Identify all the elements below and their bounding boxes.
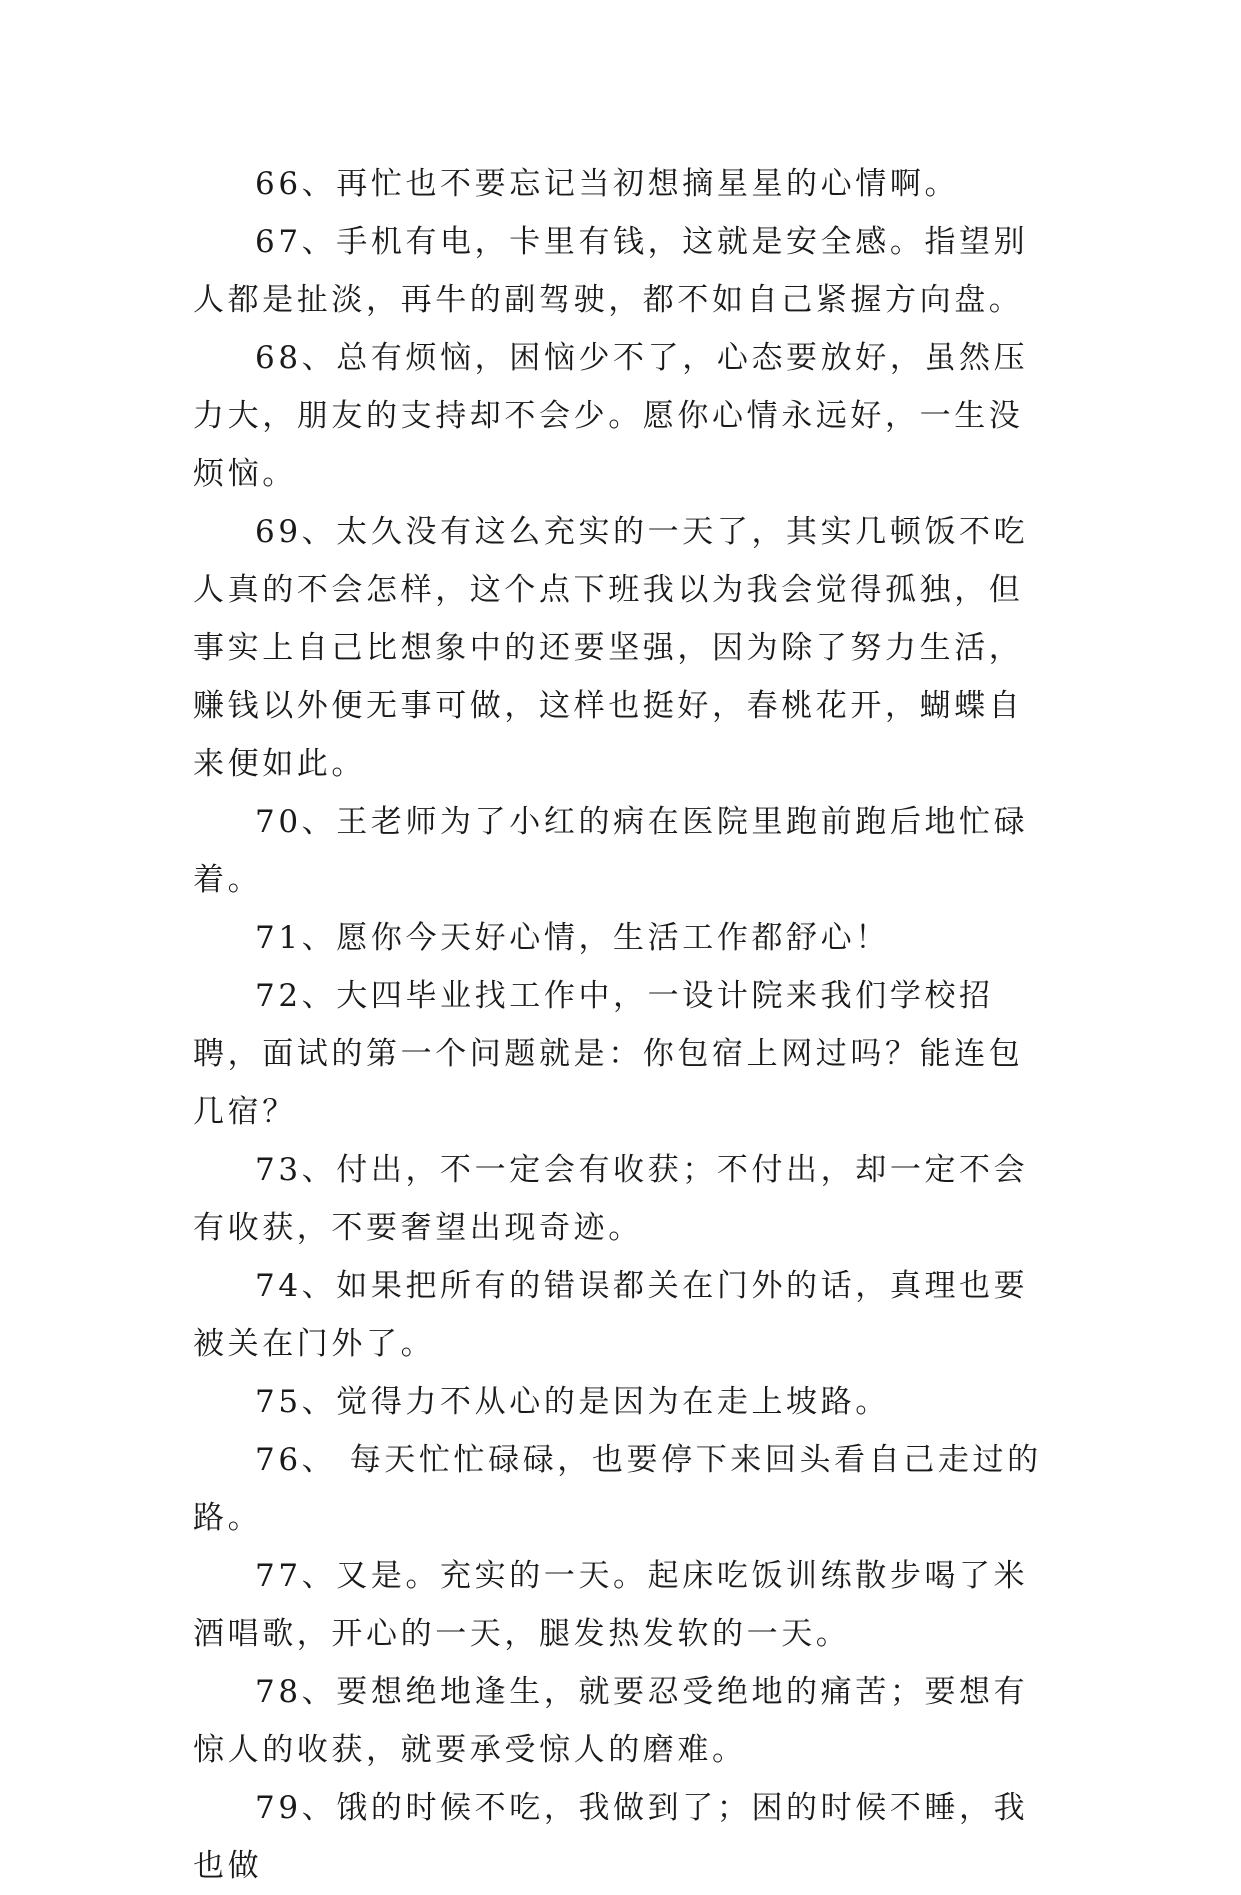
paragraph-76: 76、 每天忙忙碌碌，也要停下来回头看自己走过的路。 [193,1442,1042,1536]
paragraph-66: 66、再忙也不要忘记当初想摘星星的心情啊。 [255,166,960,202]
paragraph-75: 75、觉得力不从心的是因为在走上坡路。 [255,1384,890,1420]
paragraph-69: 69、太久没有这么充实的一天了，其实几顿饭不吃人真的不会怎样，这个点下班我以为我会觉得孤独，但事实上自己比想象中的还要坚强，因为除了努力生活，赚钱以外便无事可做，这样也挺好，春桃花开，蝴蝶自来便如此。 [193,514,1029,782]
paragraph-79: 79、饿的时候不吃，我做到了；困的时候不睡，我也做 [193,1790,1029,1884]
paragraph-68: 68、总有烦恼，困恼少不了，心态要放好，虽然压力大，朋友的支持却不会少。愿你心情永远好，一生没烦恼。 [193,340,1029,492]
paragraph-71: 71、愿你今天好心情，生活工作都舒心！ [255,920,890,956]
paragraph-70: 70、王老师为了小红的病在医院里跑前跑后地忙碌着。 [193,804,1029,898]
paragraph-73: 73、付出，不一定会有收获；不付出，却一定不会有收获，不要奢望出现奇迹。 [193,1152,1029,1246]
paragraph-67: 67、手机有电，卡里有钱，这就是安全感。指望别人都是扯淡，再牛的副驾驶，都不如自己紧握方向盘。 [193,224,1029,318]
paragraph-77: 77、又是。充实的一天。起床吃饭训练散步喝了米酒唱歌，开心的一天，腿发热发软的一天。 [193,1558,1029,1652]
paragraph-72: 72、大四毕业找工作中，一设计院来我们学校招聘，面试的第一个问题就是：你包宿上网过吗？能连包几宿？ [193,978,1024,1130]
document-body [193,155,1053,1895]
paragraph-74: 74、如果把所有的错误都关在门外的话，真理也要被关在门外了。 [193,1268,1029,1362]
paragraph-78: 78、要想绝地逢生，就要忍受绝地的痛苦；要想有惊人的收获，就要承受惊人的磨难。 [193,1674,1029,1768]
